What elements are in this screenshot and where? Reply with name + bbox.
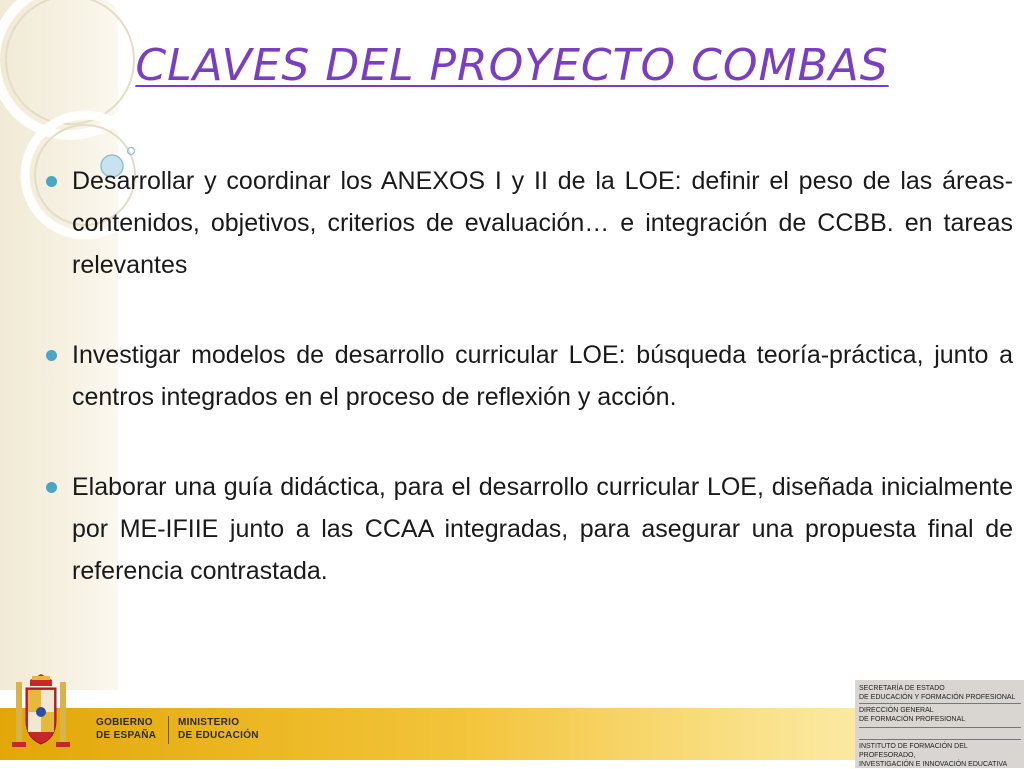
bullet-list [72,160,1013,592]
bullet-icon [46,482,57,493]
footer-separator [168,716,169,744]
agency-divider [859,727,1021,728]
agency-divider [859,739,1021,740]
bullet-icon [46,176,57,187]
gobierno-label: GOBIERNO DE ESPAÑA [96,717,157,741]
agency-box [855,680,1024,768]
bullet-text: Investigar modelos de desarrollo curricular LOE: búsqueda teoría-práctica, junto a centros integrados en el proceso de reflexión y acción. [72,341,1013,411]
agency-divider [859,703,1021,704]
coat-of-arms-icon [10,672,72,754]
bullet-item [72,466,1013,592]
bullet-text: Desarrollar y coordinar los ANEXOS I y II de la LOE: definir el peso de las áreas-contenidos, objetivos, criterios de evaluación… e integración de CCBB. en tareas relevantes [72,167,1013,279]
direccion-label: DIRECCIÓN GENERAL DE FORMACIÓN PROFESIONAL [859,707,966,723]
instituto-label: INSTITUTO DE FORMACIÓN DEL PROFESORADO, INVESTIGACIÓN E INNOVACIÓN EDUCATIVA [859,743,1008,768]
bullet-item [72,160,1013,286]
ministerio-label: MINISTERIO DE EDUCACIÓN [178,717,259,741]
bullet-icon [46,350,57,361]
secretaria-label: SECRETARÍA DE ESTADO DE EDUCACIÓN Y FORMACIÓN PROFESIONAL [859,685,1016,701]
bullet-item [72,334,1013,418]
bullet-text: Elaborar una guía didáctica, para el desarrollo curricular LOE, diseñada inicialmente por ME-IFIIE junto a las CCAA integradas, para asegurar una propuesta final de referencia contrastada. [72,473,1013,585]
slide-title: CLAVES DEL PROYECTO COMBAS [135,40,889,91]
